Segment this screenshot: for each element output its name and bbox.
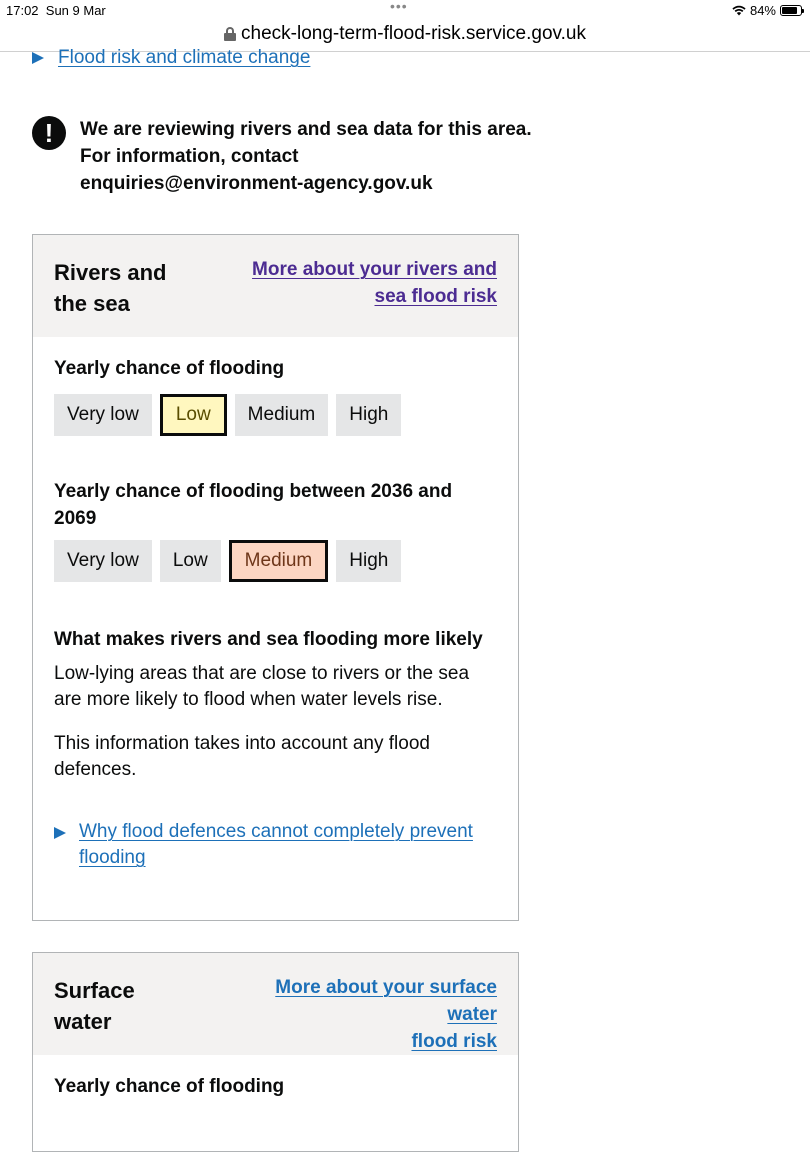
wifi-icon — [732, 5, 746, 16]
future-risk-heading: Yearly chance of flooding between 2036 and 2069 — [54, 481, 453, 529]
rivers-sea-card — [32, 234, 519, 921]
future-risk-medium-selected: Medium — [229, 540, 329, 582]
expand-triangle-icon[interactable] — [54, 827, 66, 839]
multitasking-dots-icon[interactable]: ••• — [390, 0, 408, 14]
risk-low-selected: Low — [160, 394, 227, 436]
risk-medium: Medium — [235, 394, 329, 436]
surface-water-card-body — [33, 1055, 518, 1100]
surface-water-title: Surface water — [54, 978, 135, 1034]
surface-water-card — [32, 952, 519, 1152]
flood-defences-link[interactable]: Why flood defences cannot completely prevent flooding — [79, 821, 473, 868]
warning-text: We are reviewing rivers and sea data for this area. For information, contact enquiries@environment-agency.gov.uk — [80, 119, 532, 194]
risk-high: High — [336, 394, 401, 436]
status-bar — [0, 0, 810, 22]
flood-defences-details[interactable] — [54, 819, 497, 871]
expand-triangle-icon[interactable] — [32, 52, 44, 64]
defences-text: This information takes into account any flood defences. — [54, 733, 430, 780]
warning-notice — [32, 116, 540, 197]
future-risk-scale — [54, 540, 497, 582]
rivers-sea-title: Rivers and the sea — [54, 260, 167, 316]
likely-heading: What makes rivers and sea flooding more likely — [54, 629, 483, 650]
more-rivers-sea-link[interactable]: More about your rivers and sea flood risk — [252, 259, 497, 307]
url-text[interactable]: check-long-term-flood-risk.service.gov.uk — [241, 23, 586, 44]
page-content — [0, 47, 810, 1097]
rivers-sea-card-body — [33, 337, 518, 871]
likely-text: Low-lying areas that are close to rivers or the sea are more likely to flood when water levels rise. — [54, 663, 470, 710]
surface-current-risk-heading: Yearly chance of flooding — [54, 1076, 285, 1097]
lock-icon — [224, 27, 236, 41]
future-risk-high: High — [336, 540, 401, 582]
future-risk-very-low: Very low — [54, 540, 152, 582]
status-right — [732, 3, 802, 18]
current-risk-heading: Yearly chance of flooding — [54, 358, 285, 379]
climate-change-details[interactable] — [32, 47, 310, 69]
current-risk-scale — [54, 394, 497, 436]
surface-water-card-header — [33, 953, 518, 1055]
more-surface-water-link[interactable]: More about your surface water flood risk — [275, 977, 497, 1052]
climate-change-link[interactable]: Flood risk and climate change — [58, 47, 311, 68]
risk-very-low: Very low — [54, 394, 152, 436]
rivers-sea-card-header — [33, 235, 518, 337]
status-time: 17:02 Sun 9 Mar — [6, 3, 106, 18]
battery-icon — [780, 5, 802, 16]
exclamation-icon: ! — [32, 116, 66, 150]
future-risk-low: Low — [160, 540, 221, 582]
battery-percent: 84% — [749, 3, 776, 18]
